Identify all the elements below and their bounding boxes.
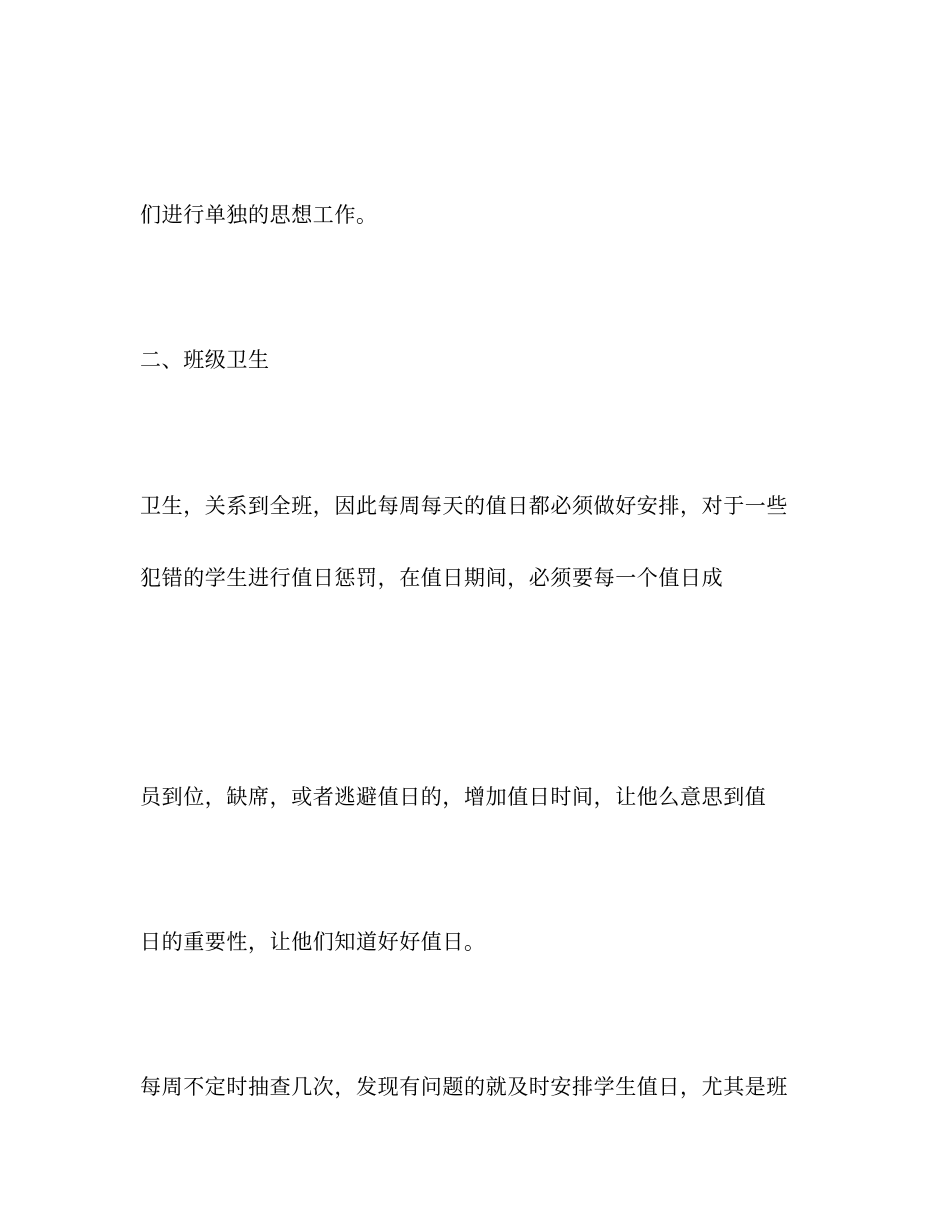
paragraph-line: 们进行单独的思想工作。 (140, 203, 378, 227)
paragraph-line: 日的重要性，让他们知道好好值日。 (140, 930, 486, 954)
paragraph-line: 犯错的学生进行值日惩罚，在值日期间，必须要每一个值日成 (140, 566, 724, 590)
paragraph-line: 员到位，缺席，或者逃避值日的，增加值日时间，让他么意思到值 (140, 785, 767, 809)
paragraph-line: 每周不定时抽查几次，发现有问题的就及时安排学生值日，尤其是班 (140, 1075, 788, 1099)
paragraph-line: 卫生，关系到全班，因此每周每天的值日都必须做好安排，对于一些 (140, 494, 788, 518)
section-heading: 二、班级卫生 (140, 348, 270, 372)
